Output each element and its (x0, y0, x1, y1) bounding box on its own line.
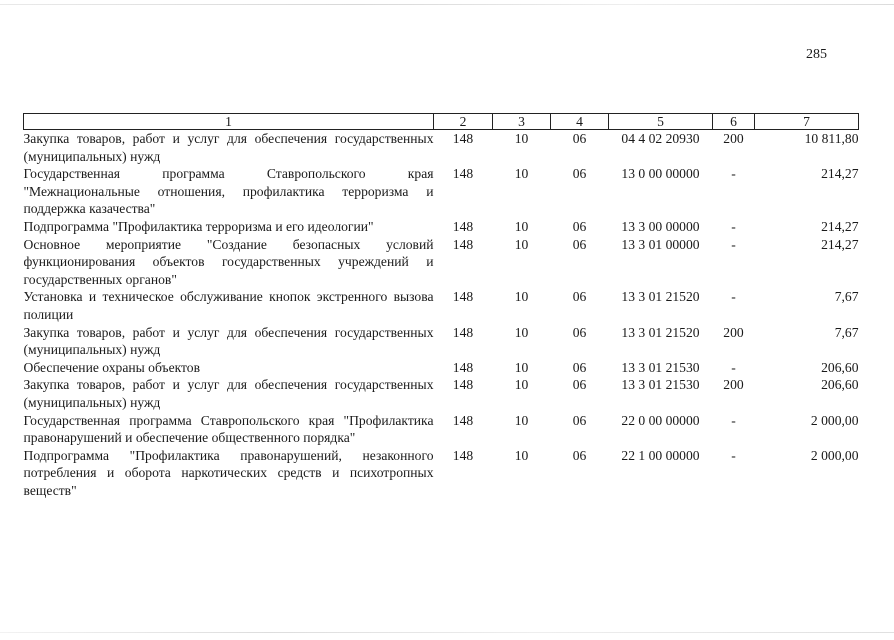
page-number: 285 (806, 47, 827, 62)
table-row (24, 376, 859, 411)
row-ministry-code: 148 (452, 218, 474, 234)
row-amount: 2 000,00 (810, 412, 859, 428)
row-description: Закупка товаров, работ и услуг для обеспечения государственных (муниципальных) нужд (23, 131, 434, 164)
row-subsection-code: 06 (572, 218, 587, 234)
row-ministry-code: 148 (452, 131, 474, 146)
row-section-code: 10 (514, 289, 529, 305)
table-row (24, 288, 859, 323)
column-header: 3 (493, 114, 551, 130)
row-target-article: 22 1 00 00000 (621, 447, 700, 463)
row-subsection-code: 06 (572, 236, 587, 252)
row-ministry-code: 148 (452, 447, 474, 463)
column-header: 2 (434, 114, 493, 130)
row-ministry-code: 148 (452, 377, 474, 393)
row-section-code: 10 (514, 324, 529, 340)
row-description: Установка и техническое обслуживание кнопок экстренного вызова полиции (23, 289, 434, 322)
row-target-article: 13 3 01 21520 (621, 289, 700, 305)
scan-bottom-edge (0, 632, 894, 633)
row-subsection-code: 06 (572, 359, 587, 375)
row-ministry-code: 148 (452, 166, 474, 182)
row-section-code: 10 (514, 166, 529, 182)
row-section-code: 10 (514, 359, 529, 375)
row-amount: 214,27 (821, 166, 859, 182)
row-ministry-code: 148 (452, 289, 474, 305)
column-header: 5 (609, 114, 713, 130)
row-amount: 7,67 (834, 324, 859, 340)
table-row (24, 324, 859, 359)
row-expense-type: - (731, 236, 736, 252)
row-description: Закупка товаров, работ и услуг для обеспечения государственных (муниципальных) нужд (23, 377, 434, 410)
row-target-article: 13 0 00 00000 (621, 166, 700, 182)
row-description: Обеспечение охраны объектов (23, 359, 201, 375)
row-description: Государственная программа Ставропольского края "Профилактика правонарушений и обеспечение общественного порядка" (23, 412, 434, 446)
row-ministry-code: 148 (452, 359, 474, 375)
row-target-article: 13 3 01 21520 (621, 324, 700, 340)
row-subsection-code: 06 (572, 412, 587, 428)
row-subsection-code: 06 (572, 447, 587, 463)
row-description: Основное мероприятие "Создание безопасных условий функционирования объектов государственных учреждений и государственных органов" (23, 236, 434, 287)
row-expense-type: - (731, 412, 736, 428)
row-ministry-code: 148 (452, 236, 474, 252)
row-target-article: 13 3 01 21530 (621, 359, 700, 375)
row-description: Подпрограмма "Профилактика терроризма и его идеологии" (23, 218, 374, 234)
row-description: Государственная программа Ставропольского края "Межнациональные отношения, профилактика терроризма и поддержка казачества" (23, 166, 434, 217)
row-section-code: 10 (514, 377, 529, 393)
row-target-article: 13 3 01 21530 (621, 377, 700, 393)
row-section-code: 10 (514, 218, 529, 234)
column-header: 4 (551, 114, 609, 130)
row-section-code: 10 (514, 412, 529, 428)
row-expense-type: - (731, 359, 736, 375)
row-ministry-code: 148 (452, 324, 474, 340)
budget-table (23, 113, 859, 499)
table-row (24, 165, 859, 218)
row-subsection-code: 06 (572, 289, 587, 305)
row-target-article: 22 0 00 00000 (621, 412, 700, 428)
row-amount: 214,27 (821, 218, 859, 234)
row-expense-type: 200 (723, 131, 744, 146)
row-expense-type: 200 (723, 377, 744, 393)
row-ministry-code: 148 (452, 412, 474, 428)
table-row (24, 130, 859, 166)
row-amount: 206,60 (821, 377, 859, 393)
row-description: Закупка товаров, работ и услуг для обеспечения государственных (муниципальных) нужд (23, 324, 434, 358)
row-target-article: 04 4 02 20930 (621, 131, 700, 146)
row-description: Подпрограмма "Профилактика правонарушений, незаконного потребления и оборота наркотических средств и психотропных веществ" (23, 447, 434, 498)
row-expense-type: - (731, 218, 736, 234)
column-header: 6 (713, 114, 755, 130)
scan-top-edge (0, 4, 894, 5)
row-section-code: 10 (514, 447, 529, 463)
row-expense-type: - (731, 447, 736, 463)
row-amount: 2 000,00 (810, 447, 859, 463)
table-row (24, 218, 859, 236)
row-amount: 10 811,80 (804, 131, 859, 146)
row-target-article: 13 3 00 00000 (621, 218, 700, 234)
row-target-article: 13 3 01 00000 (621, 236, 700, 252)
row-expense-type: - (731, 166, 736, 182)
row-subsection-code: 06 (572, 131, 587, 146)
table-row (24, 412, 859, 447)
column-header: 7 (755, 114, 859, 130)
row-section-code: 10 (514, 236, 529, 252)
table-row (24, 447, 859, 500)
row-section-code: 10 (514, 131, 529, 146)
row-subsection-code: 06 (572, 166, 587, 182)
table-row (24, 359, 859, 377)
row-amount: 214,27 (821, 236, 859, 252)
row-expense-type: - (731, 289, 736, 305)
row-amount: 7,67 (834, 289, 859, 305)
row-subsection-code: 06 (572, 377, 587, 393)
table-row (24, 236, 859, 289)
column-header: 1 (24, 114, 434, 130)
row-expense-type: 200 (723, 324, 744, 340)
row-amount: 206,60 (821, 359, 859, 375)
column-number-header (24, 114, 859, 130)
row-subsection-code: 06 (572, 324, 587, 340)
